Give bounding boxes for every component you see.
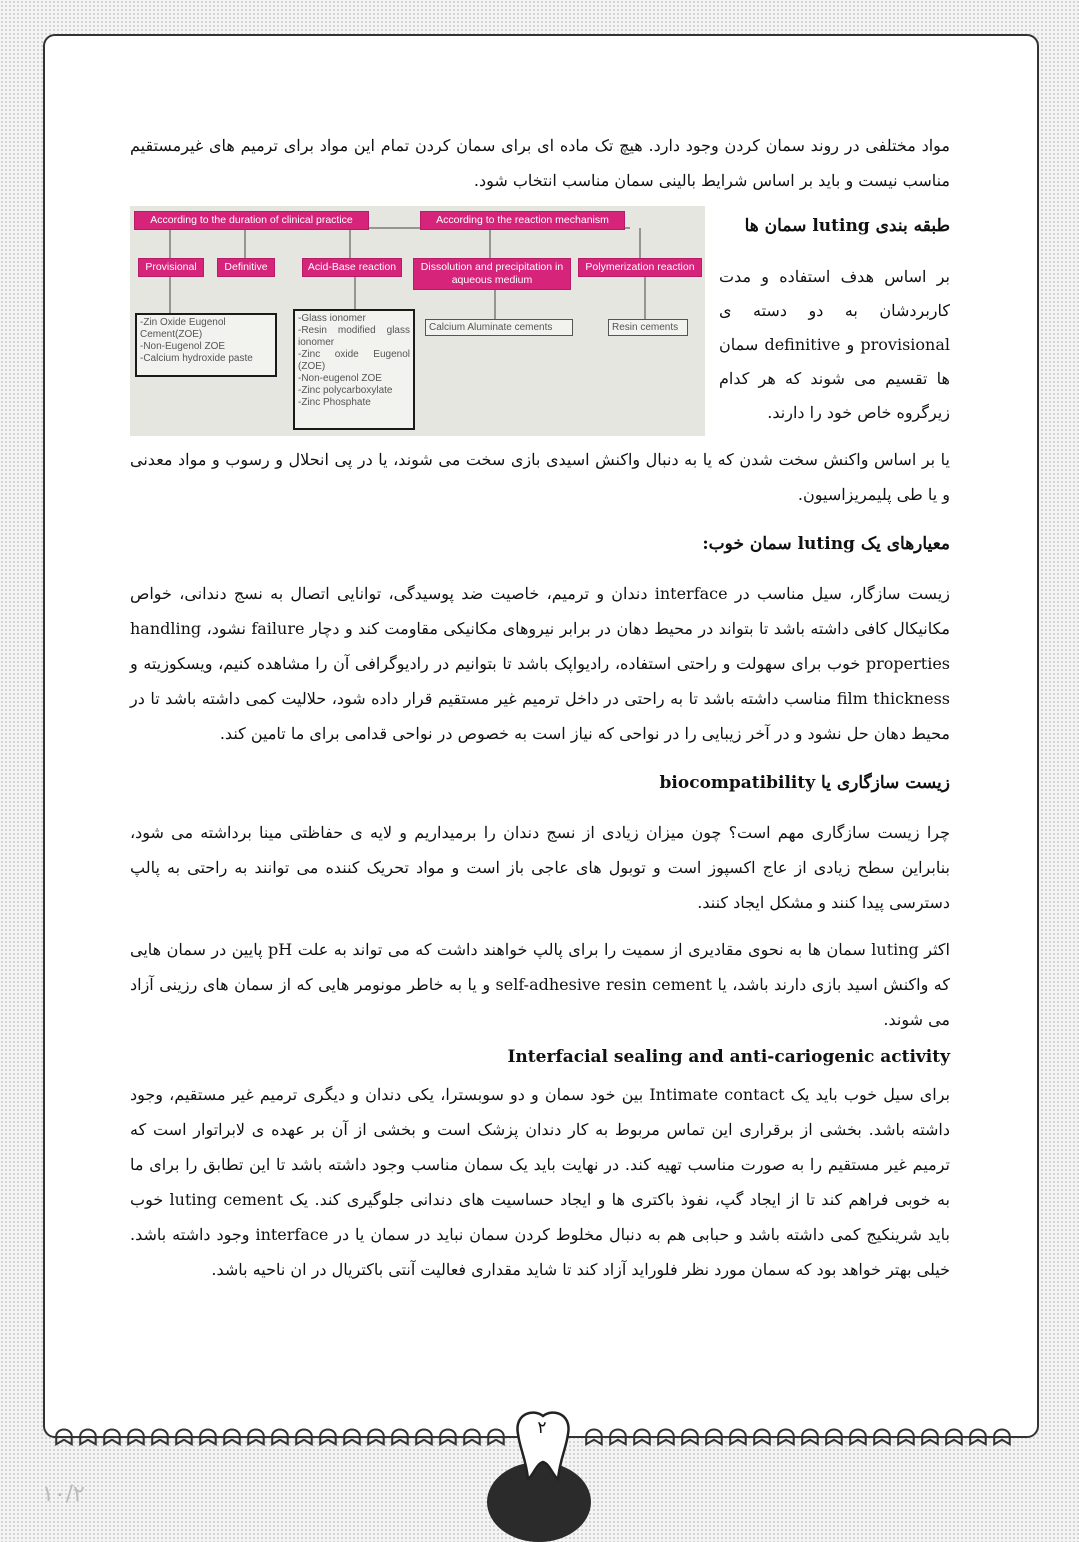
tooth-icon: ᗣ (872, 1424, 892, 1452)
classification-text (719, 206, 950, 430)
classification-heading: طبقه بندی luting سمان ها (744, 216, 950, 236)
tooth-icon: ᗣ (78, 1424, 98, 1452)
tooth-icon: ᗣ (992, 1424, 1012, 1452)
classification-section (130, 206, 950, 436)
node-polymerization: Polymerization reaction (578, 258, 702, 277)
tooth-icon: ᗣ (390, 1424, 410, 1452)
list-provisional-cements: -Zin Oxide Eugenol Cement(ZOE) -Non-Eugenol ZOE -Calcium hydroxide paste (135, 313, 277, 377)
tooth-icon: ᗣ (800, 1424, 820, 1452)
tooth-icon: ᗣ (198, 1424, 218, 1452)
tooth-icon: ᗣ (438, 1424, 458, 1452)
biocompat-heading: زیست سازگاری یا biocompatibility (659, 773, 950, 793)
tooth-icon: ᗣ (632, 1424, 652, 1452)
node-provisional: Provisional (138, 258, 204, 277)
tooth-icon: ᗣ (776, 1424, 796, 1452)
tooth-icon: ᗣ (656, 1424, 676, 1452)
criteria-heading: معیارهای یک luting سمان خوب: (702, 534, 950, 554)
tooth-border-right (582, 1418, 1014, 1462)
tooth-icon: ᗣ (150, 1424, 170, 1452)
tooth-icon: ᗣ (462, 1424, 482, 1452)
sealing-body: برای سیل خوب باید یک Intimate contact بین خود سمان و دو سوبسترا، یکی دندان و دیگری ترمیم غیر مستقیم، وجود داشته باشد. بخشی از برقراری این تماس مربوط به کار دندان پزشک است و بخشی از آن بر عهده ی لابراتوار است که ترمیم غیر مستقیم را به صورت مناسب تهیه کند. در نهایت باید یک سمان مناسب وجود داشته باشد تا این تطابق را برای ما به خوبی فراهم کند تا از ایجاد گپ، نفوذ باکتری ها و ایجاد حساسیت های دندانی جلوگیری کند. یک luting cement خوب باید شرینکیج کمی داشته باشد و حبابی هم به دنبال مخلوط کردن سمان نباید در سمان یا در interface وجود داشته باشد. خیلی بهتر خواهد بود که سمان مورد نظر فلوراید آزاد کند تا شاید مقداری فعالیت آنتی باکتریال در ان ناحیه باشد. (130, 1085, 951, 1279)
classification-side-text: بر اساس هدف استفاده و مدت کاربردشان به دو دسته ی provisional و definitive سمان ها تقسیم می شوند که هر کدام زیرگروه خاص خود را دارند. (719, 267, 950, 422)
tooth-icon: ᗣ (294, 1424, 314, 1452)
tooth-icon: ᗣ (102, 1424, 122, 1452)
tooth-icon: ᗣ (752, 1424, 772, 1452)
tooth-icon: ᗣ (944, 1424, 964, 1452)
sealing-heading: Interfacial sealing and anti-cariogenic activity (507, 1047, 950, 1067)
node-acid-base: Acid-Base reaction (302, 258, 402, 277)
category-reaction: According to the reaction mechanism (420, 211, 625, 230)
large-tooth-icon (508, 1404, 578, 1484)
intro-paragraph: مواد مختلفی در روند سمان کردن وجود دارد. هیچ تک ماده ای برای سمان کردن تمام این مواد برای ترمیم های غیرمستقیم مناسب نیست و باید بر اساس شرایط بالینی سمان مناسب انتخاب شود. (130, 136, 950, 190)
tooth-icon: ᗣ (126, 1424, 146, 1452)
box-resin-cements: Resin cements (608, 319, 688, 336)
page-content (130, 128, 950, 1287)
tooth-border-left (52, 1418, 508, 1462)
list-acid-base-cements: -Glass ionomer -Resin modified glass ionomer -Zinc oxide Eugenol (ZOE) -Non-eugenol ZOE -Zinc polycarboxylate -Zinc Phosphate (293, 309, 415, 430)
biocompat-paragraph-2: اکثر luting سمان ها به نحوی مقادیری از سمیت را برای پالپ خواهند داشت که می تواند به علت pH پایین در سمان هایی که واکنش اسید بازی دارند باشد، یا self-adhesive resin cement و یا به خاطر مونومر هایی که از سمان های رزینی آزاد می شوند. (130, 940, 951, 1029)
node-definitive: Definitive (217, 258, 275, 277)
tooth-icon: ᗣ (270, 1424, 290, 1452)
category-duration: According to the duration of clinical practice (134, 211, 369, 230)
tooth-icon: ᗣ (680, 1424, 700, 1452)
tooth-icon: ᗣ (584, 1424, 604, 1452)
tooth-icon: ᗣ (920, 1424, 940, 1452)
tooth-icon: ᗣ (342, 1424, 362, 1452)
tooth-icon: ᗣ (848, 1424, 868, 1452)
tooth-icon: ᗣ (486, 1424, 506, 1452)
page-number: ۲ (537, 1418, 547, 1438)
tooth-icon: ᗣ (824, 1424, 844, 1452)
biocompat-paragraph-1: چرا زیست سازگاری مهم است؟ چون میزان زیادی از نسج دندان را برمیداریم و لایه ی حفاظتی مینا برداشته می شود، بنابراین سطح زیادی از عاج اکسپوز است و توبول های عاجی باز است و مواد تحریک کننده می توانند به راحتی به پالپ دسترسی پیدا کنند و مشکل ایجاد کنند. (130, 823, 950, 912)
tooth-icon: ᗣ (246, 1424, 266, 1452)
tooth-icon: ᗣ (222, 1424, 242, 1452)
tooth-icon: ᗣ (608, 1424, 628, 1452)
cement-classification-diagram (130, 206, 705, 436)
tooth-icon: ᗣ (704, 1424, 724, 1452)
tooth-icon: ᗣ (366, 1424, 386, 1452)
tooth-icon: ᗣ (414, 1424, 434, 1452)
box-calcium-aluminate: Calcium Aluminate cements (425, 319, 573, 336)
tooth-icon: ᗣ (54, 1424, 74, 1452)
tooth-icon: ᗣ (968, 1424, 988, 1452)
criteria-body: زیست سازگار، سیل مناسب در interface دندان و ترمیم، خاصیت ضد پوسیدگی، توانایی اتصال به نسج دندانی، خواص مکانیکال کافی داشته باشد تا بتواند در محیط دهان در برابر نیروهای مکانیکی مقاومت کند و دچار failure نشود، handling properties خوب برای سهولت و راحتی استفاده، رادیواپک باشد تا بتوانیم در رادیوگرافی آن را مشاهده کنیم، ویسکوزیته و film thickness مناسب داشته باشد تا به راحتی در داخل ترمیم غیر مستقیم قرار داده شود، حلالیت کمی داشته باشد تا در محیط دهان حل نشود و در آخر زیبایی را در نواحی که نیاز است به خصوص در نواحی قدامی برای ما تامین کند. (130, 584, 951, 743)
corner-page-mark: ۱۰/۲ (42, 1482, 85, 1507)
tooth-icon: ᗣ (728, 1424, 748, 1452)
tooth-icon: ᗣ (318, 1424, 338, 1452)
tooth-icon: ᗣ (896, 1424, 916, 1452)
classification-continuation: یا بر اساس واکنش سخت شدن که یا به دنبال واکنش اسیدی بازی سخت می شوند، یا در پی انحلال و رسوب و مواد معدنی و یا طی پلیمریزاسیون. (130, 450, 950, 504)
tooth-icon: ᗣ (174, 1424, 194, 1452)
node-dissolution: Dissolution and precipitation in aqueous medium (413, 258, 571, 290)
